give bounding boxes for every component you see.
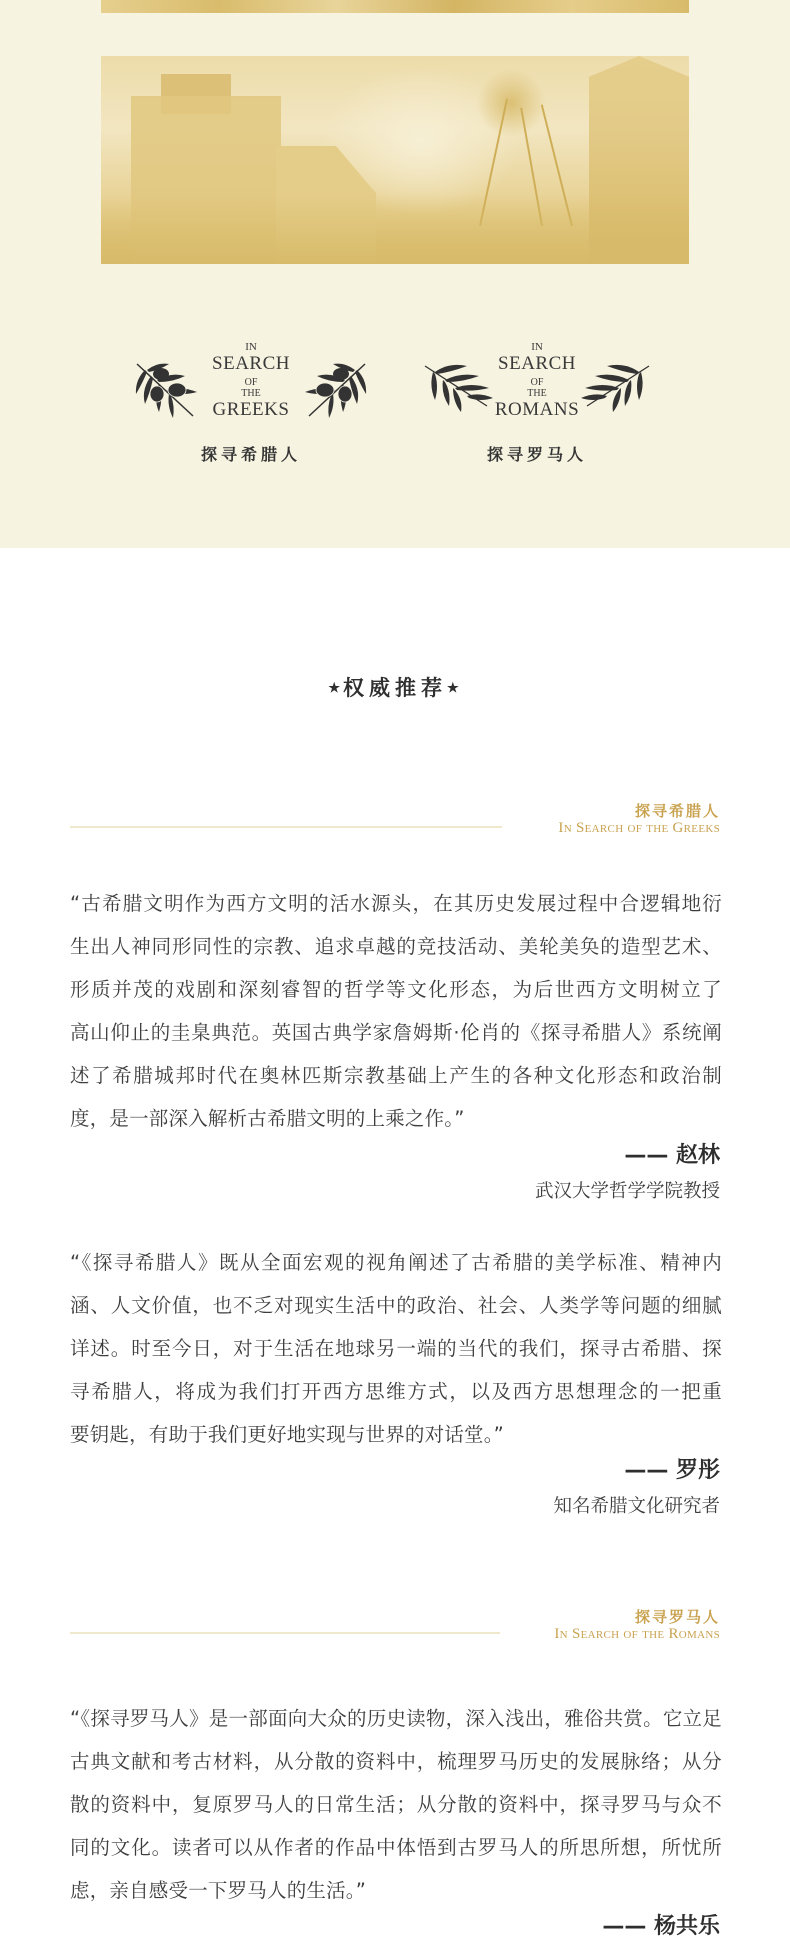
quote-luo-tong <box>70 1241 722 1456</box>
section-en-title: In Search of the Greeks <box>558 820 720 836</box>
section-header-greeks <box>70 800 720 850</box>
logo-en-search: SEARCH <box>498 353 576 374</box>
quote-line: 生出人神同形同性的宗教、追求卓越的竞技活动、美轮美奂的造型艺术、 <box>70 935 722 958</box>
quote-line: 度，是一部深入解析古希腊文明的上乘之作。” <box>70 1107 465 1130</box>
section-en-title: In Search of the Romans <box>554 1626 720 1642</box>
quote-line: 涵、人文价值，也不乏对现实生活中的政治、社会、人类学等问题的细腻 <box>70 1294 722 1317</box>
section-cn-title: 探寻希腊人 <box>634 802 720 820</box>
logo-cn-title: 探寻罗马人 <box>486 445 587 464</box>
attribution-luo-tong <box>553 1453 720 1518</box>
logo-en-the: THE <box>241 388 261 399</box>
logo-en-name: ROMANS <box>494 399 580 420</box>
quote-line: 虑，亲自感受一下罗马人的生活。” <box>70 1879 367 1902</box>
heading-title: 权威推荐 <box>343 675 447 700</box>
quote-line: 详述。时至今日，对于生活在地球另一端的当代的我们，探寻古希腊、探 <box>70 1337 722 1360</box>
author-affiliation: 知名希腊文化研究者 <box>553 1496 720 1517</box>
quote-line: 散的资料中，复原罗马人的日常生活；从分散的资料中，探寻罗马与众不 <box>70 1793 722 1816</box>
star-icon: ★ <box>328 681 343 696</box>
quote-line: 述了希腊城邦时代在奥林匹斯宗教基础上产生的各种文化形态和政治制 <box>70 1064 722 1087</box>
quote-line: “古希腊文明作为西方文明的活水源头，在其历史发展过程中合逻辑地衍 <box>70 892 722 915</box>
logo-in-search-of-the-romans <box>407 330 667 480</box>
logo-cn-title: 探寻希腊人 <box>200 445 301 464</box>
battle-scene-image <box>101 56 689 264</box>
star-icon: ★ <box>447 681 462 696</box>
logo-in-search-of-the-greeks <box>121 330 381 480</box>
logo-en-in: IN <box>245 341 257 353</box>
attribution-yang-gongle <box>602 1909 720 1940</box>
divider-line <box>70 826 502 828</box>
quote-zhao-lin <box>70 882 722 1140</box>
logo-en-of: OF <box>244 377 258 388</box>
author-name: —— 赵林 <box>624 1143 720 1168</box>
quote-line: 高山仰止的圭臬典范。英国古典学家詹姆斯·伦肖的《探寻希腊人》系统阐 <box>70 1021 722 1044</box>
logo-en-the: THE <box>527 388 547 399</box>
logo-en-name: GREEKS <box>212 399 290 420</box>
author-name: —— 罗彤 <box>624 1458 720 1483</box>
quote-line: 寻希腊人，将成为我们打开西方思维方式，以及西方思想理念的一把重 <box>70 1380 722 1403</box>
divider-line <box>70 1632 500 1634</box>
quote-line: 形质并茂的戏剧和深刻睿智的哲学等文化形态，为后世西方文明树立了 <box>70 978 722 1001</box>
quote-line: “《探寻罗马人》是一部面向大众的历史读物，深入浅出，雅俗共赏。它立足 <box>70 1707 722 1730</box>
quote-line: 要钥匙，有助于我们更好地实现与世界的对话堂。” <box>70 1423 504 1446</box>
logo-en-in: IN <box>531 341 543 353</box>
section-heading-recommendations <box>0 672 790 702</box>
quote-line: “《探寻希腊人》既从全面宏观的视角阐述了古希腊的美学标准、精神内 <box>70 1251 722 1274</box>
quote-yang-gongle <box>70 1697 722 1912</box>
logo-en-of: OF <box>530 377 544 388</box>
attribution-zhao-lin <box>535 1138 720 1203</box>
top-engraving-image <box>101 0 689 13</box>
quote-line: 古典文献和考古材料，从分散的资料中，梳理罗马历史的发展脉络；从分 <box>70 1750 722 1773</box>
section-cn-title: 探寻罗马人 <box>634 1608 720 1626</box>
quote-line: 同的文化。读者可以从作者的作品中体悟到古罗马人的所思所想，所忧所 <box>70 1836 722 1859</box>
author-name: —— 杨共乐 <box>602 1914 720 1939</box>
section-header-romans <box>70 1606 720 1656</box>
author-affiliation: 武汉大学哲学学院教授 <box>534 1181 720 1202</box>
logo-en-search: SEARCH <box>212 353 290 374</box>
